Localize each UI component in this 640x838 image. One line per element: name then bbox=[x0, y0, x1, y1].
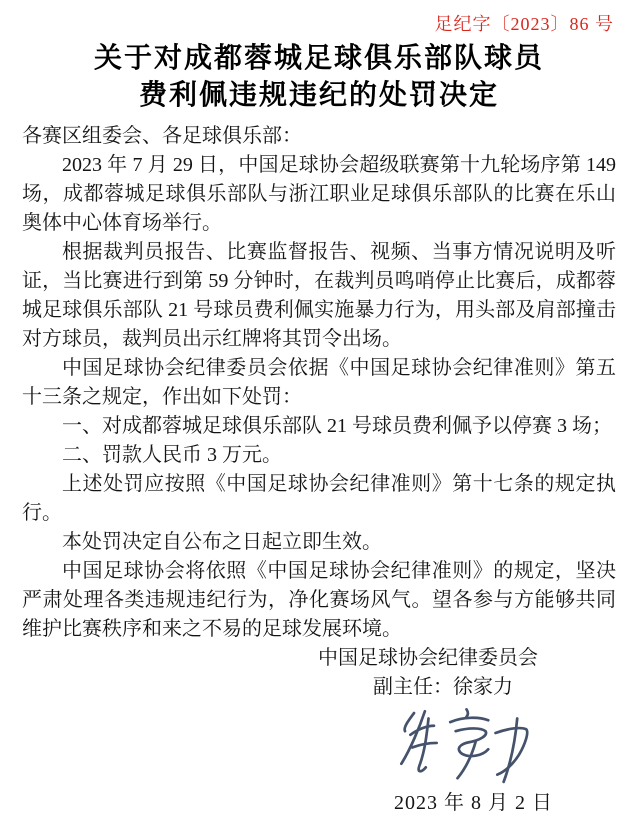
paragraph-effective-date: 本处罚决定自公布之日起立即生效。 bbox=[62, 531, 382, 553]
document-title-line-1: 关于对成都蓉城足球俱乐部队球员 bbox=[93, 43, 544, 74]
signoff-organization: 中国足球协会纪律委员会 bbox=[318, 647, 538, 669]
signoff-date: 2023 年 8 月 2 日 bbox=[394, 792, 553, 814]
paragraph-ruling-basis: 中国足球协会纪律委员会依据《中国足球协会纪律准则》第五十三条之规定，作出如下处罚： bbox=[22, 357, 616, 408]
signoff-deputy-chair: 副主任：徐家力 bbox=[373, 676, 513, 698]
document-title-line-2: 费利佩违规违纪的处罚决定 bbox=[138, 80, 499, 111]
paragraph-match-info: 2023 年 7 月 29 日，中国足球协会超级联赛第十九轮场序第 149 场，成都蓉城足球俱乐部队与浙江职业足球俱乐部队的比赛在乐山奥体中心体育场举行。 bbox=[22, 154, 616, 234]
salutation: 各赛区组委会、各足球俱乐部： bbox=[22, 125, 302, 147]
paragraph-penalty-item-2: 二、罚款人民币 3 万元。 bbox=[62, 444, 282, 466]
paragraph-closing-remarks: 中国足球协会将依照《中国足球协会纪律准则》的规定，坚决严肃处理各类违规违纪行为，净化赛场风气。望各参与方能够共同维护比赛秩序和来之不易的足球发展环境。 bbox=[22, 560, 616, 640]
signature-xu-jiali-image bbox=[387, 704, 537, 790]
document-number: 足纪字〔2023〕86 号 bbox=[434, 14, 614, 34]
paragraph-execution: 上述处罚应按照《中国足球协会纪律准则》第十七条的规定执行。 bbox=[22, 473, 616, 524]
paragraph-incident: 根据裁判员报告、比赛监督报告、视频、当事方情况说明及听证，当比赛进行到第 59 分钟时，在裁判员鸣哨停止比赛后，成都蓉城足球俱乐部队 21 号球员费利佩实施暴力行为，用头部及肩部撞击对方球员，裁判员出示红牌将其罚令出场。 bbox=[22, 241, 616, 350]
handwritten-signature bbox=[22, 704, 616, 790]
document-title bbox=[22, 40, 616, 114]
paragraph-penalty-item-1: 一、对成都蓉城足球俱乐部队 21 号球员费利佩予以停赛 3 场； bbox=[62, 415, 612, 437]
